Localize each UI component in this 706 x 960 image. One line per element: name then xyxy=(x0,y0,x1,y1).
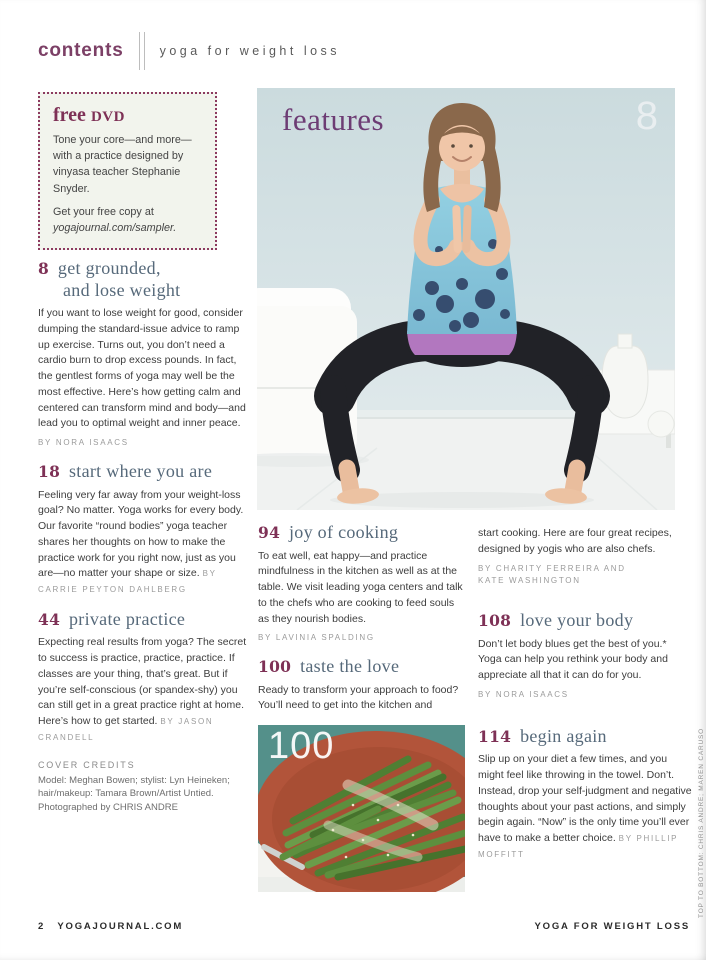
footer-issue-title: YOGA FOR WEIGHT LOSS xyxy=(534,921,690,932)
section-title: private practice xyxy=(68,608,186,629)
byline-line2: KATE WASHINGTON xyxy=(478,576,581,586)
left-column xyxy=(38,258,249,815)
right-column xyxy=(478,526,692,874)
dvd-title-acronym: DVD xyxy=(90,109,125,125)
section-title: joy of cooking xyxy=(288,522,399,542)
page-header xyxy=(38,32,340,70)
section-heading xyxy=(478,610,692,632)
footer-page-number: 2 xyxy=(38,921,46,932)
section-summary: Don’t let body blues get the best of you.* Yoga can help you rethink your body and appreciate all that it can do for you. xyxy=(478,637,668,682)
issue-tagline: yoga for weight loss xyxy=(159,44,341,58)
section-summary-continued: start cooking. Here are four great recipes, designed by yogis who are also chefs. xyxy=(478,527,672,555)
section-byline: BY NORA ISAACS xyxy=(38,438,129,448)
section-start-where-you-are xyxy=(38,461,249,598)
section-summary: Ready to transform your approach to food? You’ll need to get into the kitchen and xyxy=(258,683,459,712)
section-title: love your body xyxy=(520,610,634,631)
dvd-cta xyxy=(53,204,202,236)
section-title: start where you are xyxy=(68,460,213,481)
feature-photo xyxy=(257,88,675,510)
section-summary-text: Expecting real results from yoga? The secret to success is practice, practice, practice. If classes are your thing, that’s great. But if you’re self-conscious (or spandex-shy) you can still get in a great practice right at home. Here’s how to get started. xyxy=(38,636,247,728)
photo-credit-vertical: TOP TO BOTTOM: CHRIS ANDRE; MAREN CARUSO xyxy=(698,728,705,918)
section-joy-of-cooking xyxy=(258,522,465,645)
section-taste-the-love xyxy=(258,656,465,714)
footer-left xyxy=(38,921,183,932)
section-summary xyxy=(478,752,692,862)
section-summary-text: Feeling very far away from your weight-loss goal? No matter. Yoga works for every body. Our favorite “round bodies” yoga teacher shares her thoughts on how to make the practice work for you right now, just as you are—no matter your shape or size. xyxy=(38,488,244,580)
section-byline: BY LAVINIA SPALDING xyxy=(258,633,375,643)
byline-line1: BY CHARITY FERREIRA AND xyxy=(478,563,626,573)
section-title: taste the love xyxy=(300,656,400,677)
section-heading xyxy=(38,461,249,483)
section-byline xyxy=(478,563,692,589)
cover-credits xyxy=(38,760,249,815)
dvd-title xyxy=(53,105,202,125)
dvd-body: Tone your core—and more—with a practice designed by vinyasa teacher Stephanie Snyder. xyxy=(53,134,192,195)
section-byline: BY JASON CRANDELL xyxy=(38,717,214,742)
section-page-number: 108 xyxy=(478,611,512,631)
section-heading xyxy=(478,726,692,748)
section-summary: To eat well, eat happy—and practice mindfulness in the kitchen as well as at the table. We visit leading yoga centers and talk to the chefs who are cooking to feed souls as they nourish bodies. xyxy=(258,549,463,625)
section-get-grounded xyxy=(38,258,249,450)
section-summary: If you want to lose weight for good, consider dumping the standard-issue advice to ramp up exercise. Turns out, you don’t need a cardio burn to drop excess pounds. In fact, the gentlest forms of yoga may well be the most effective. Here’s how getting calm and centered can transform mind and body—and lead you to optimal weight and inner peace. xyxy=(38,307,246,430)
free-dvd-callout xyxy=(38,92,217,250)
section-summary xyxy=(38,635,249,745)
section-begin-again xyxy=(478,726,692,863)
section-byline: BY CARRIE PEYTON DAHLBERG xyxy=(38,569,217,595)
section-page-number: 18 xyxy=(38,461,61,481)
footer-site: YOGAJOURNAL.COM xyxy=(57,921,184,932)
dvd-cta-url: yogajournal.com/sampler. xyxy=(53,221,177,234)
features-label: features xyxy=(282,102,385,137)
section-page-number: 8 xyxy=(38,259,50,278)
section-summary xyxy=(38,488,249,598)
section-heading xyxy=(38,609,249,631)
cover-credits-body: Model: Meghan Bowen; stylist: Lyn Heineken; hair/makeup: Tamara Brown/Artist Untied. Photographed by CHRIS ANDRE xyxy=(38,774,230,814)
section-taste-the-love-continued xyxy=(478,526,692,588)
section-title: begin again xyxy=(520,725,607,746)
section-summary-text: Slip up on your diet a few times, and you might feel like throwing in the towel. Don’t. Instead, drop your self-judgment and negative thoughts about your past actions, and simply begin again. “Now” is the only time you’ll ever have to make a better choice. xyxy=(478,753,692,845)
section-page-number: 44 xyxy=(38,609,61,629)
asparagus-photo xyxy=(258,725,465,892)
page-footer xyxy=(38,921,690,932)
section-page-number: 94 xyxy=(258,523,281,542)
page-title: contents xyxy=(38,40,124,61)
section-heading xyxy=(258,522,465,544)
section-page-number: 114 xyxy=(478,726,512,746)
middle-column xyxy=(258,522,465,892)
section-heading xyxy=(38,258,249,301)
section-page-number: 100 xyxy=(258,657,292,677)
dvd-cta-line: Get your free copy at xyxy=(53,205,154,218)
section-title-line1: get grounded, xyxy=(57,258,161,278)
section-byline: BY NORA ISAACS xyxy=(478,689,569,699)
section-title-line2: and lose weight xyxy=(63,279,181,300)
section-byline: BY PHILLIP MOFFITT xyxy=(478,834,679,859)
cover-credits-label: COVER CREDITS xyxy=(38,759,136,770)
yoga-pose-illustration xyxy=(257,88,675,510)
section-heading xyxy=(258,656,465,678)
feature-photo-page-number: 8 xyxy=(635,94,658,138)
dvd-title-free: free xyxy=(53,104,86,126)
food-photo-page-number: 100 xyxy=(268,725,335,768)
section-private-practice xyxy=(38,609,249,746)
section-love-your-body xyxy=(478,610,692,702)
header-divider xyxy=(139,32,145,70)
